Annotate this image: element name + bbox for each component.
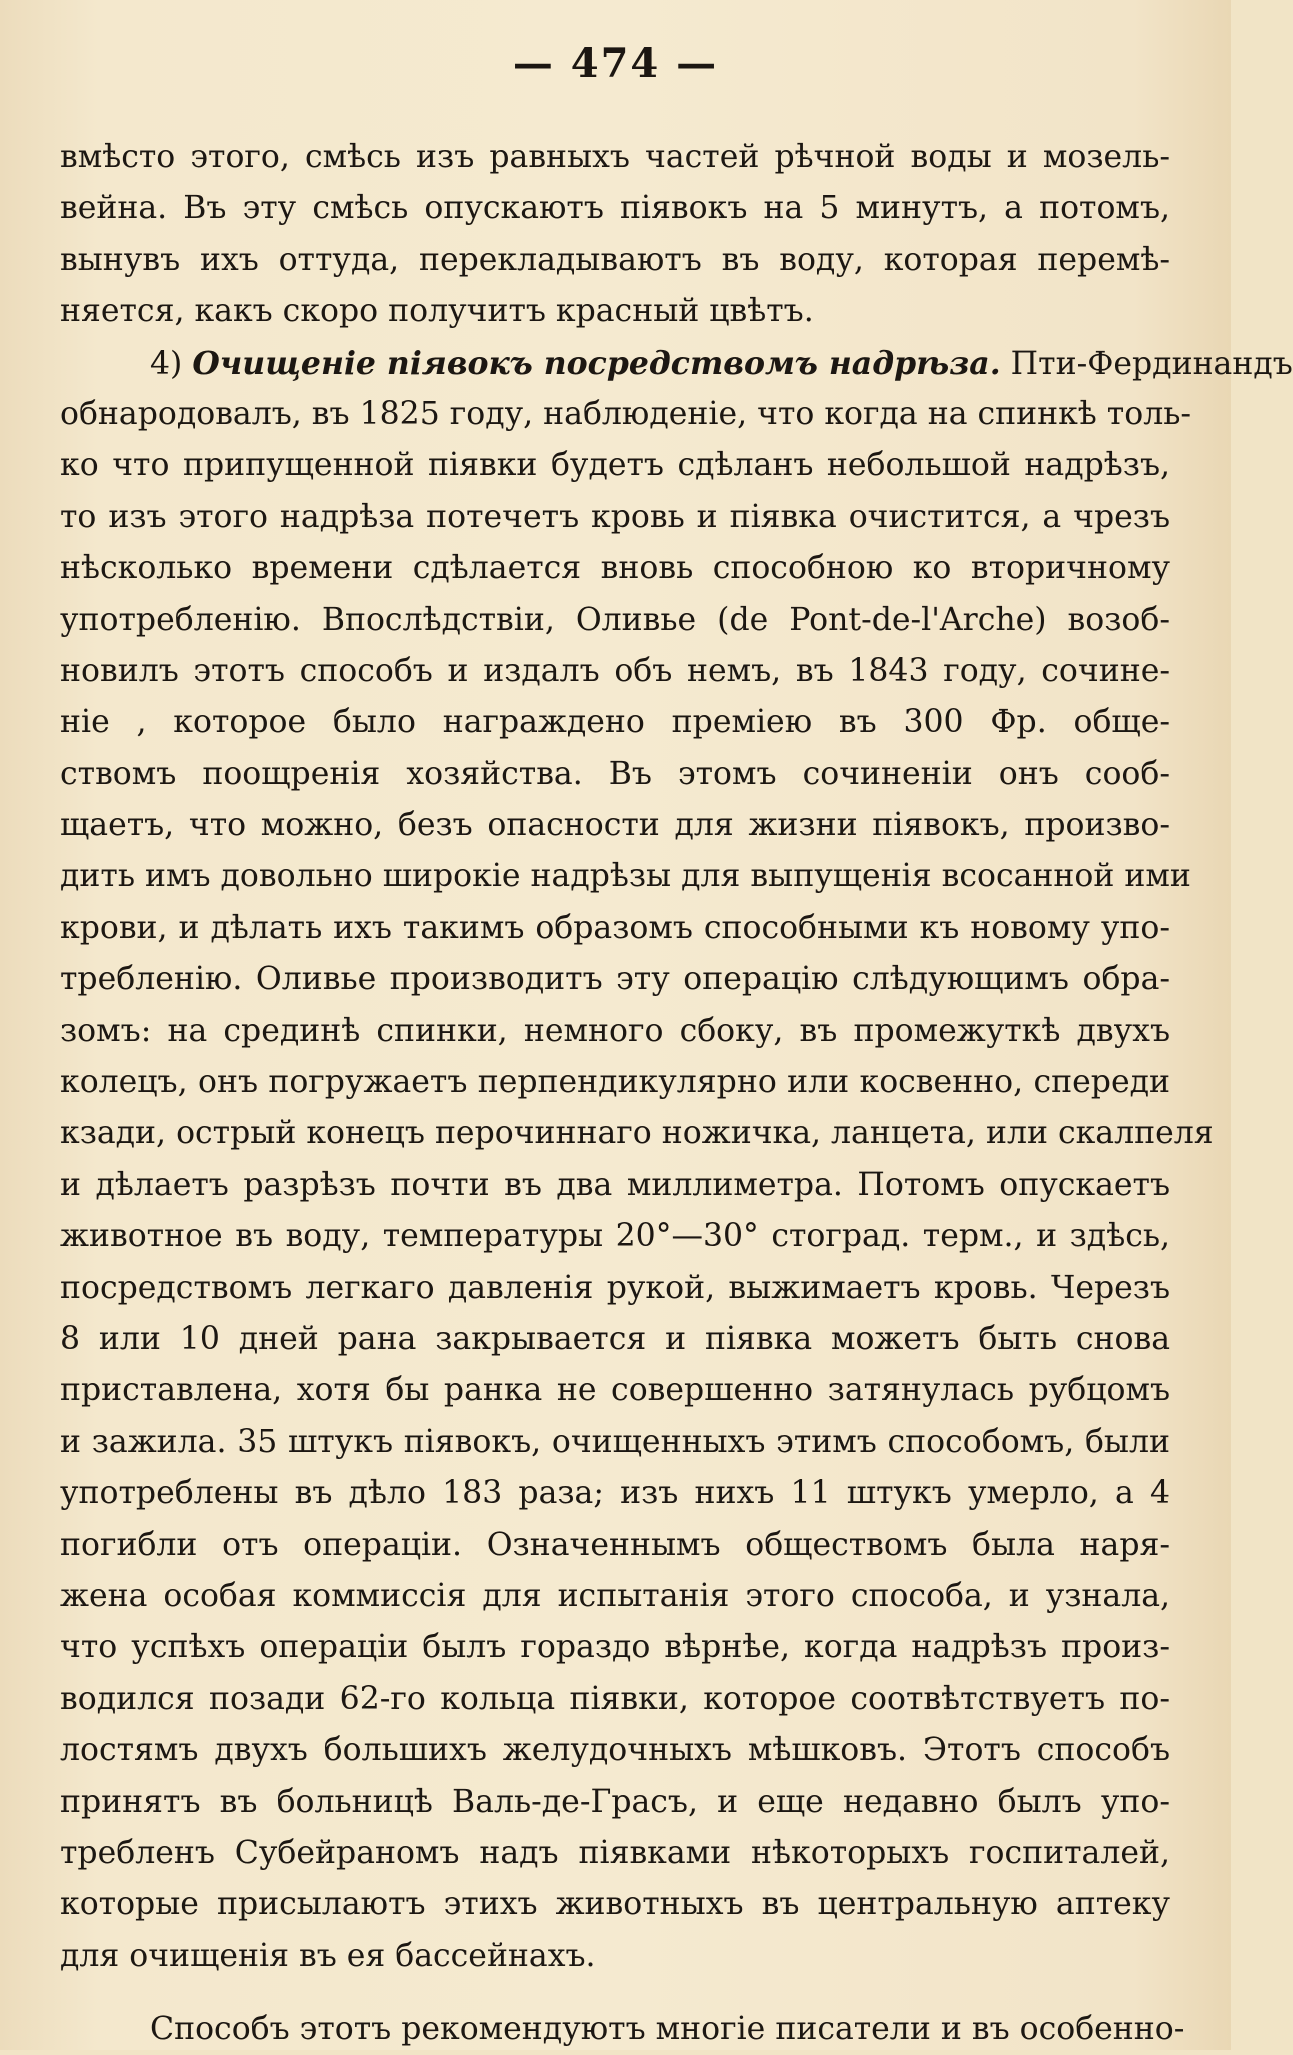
text-line: зомъ: на срединѣ спинки, немного сбоку, въ промежуткѣ двухъ (60, 1012, 1170, 1049)
text-line: кзади, острый конецъ перочиннаго ножичка, ланцета, или скалпеля (60, 1115, 1214, 1152)
text-line: вмѣсто этого, смѣсь изъ равныхъ частей рѣчной воды и мозель- (60, 139, 1170, 175)
text-line: нѣсколько времени сдѣлается вновь способною ко вторичному (60, 550, 1170, 587)
text-line: жена особая коммиссiя для испытанiя этого способа, и узнала, (60, 1577, 1170, 1614)
text-line: приставлена, хотя бы ранка не совершенно затянулась рубцомъ (60, 1372, 1170, 1409)
text-line: принятъ въ больницѣ Валь-де-Грасъ, и еще недавно былъ упо- (60, 1783, 1170, 1820)
text-line: 8 или 10 дней рана закрывается и пiявка можетъ быть снова (60, 1320, 1170, 1357)
text-line: водился позади 62-го кольца пiявки, которое соотвѣтствуетъ по- (60, 1680, 1170, 1717)
text-line: и зажила. 35 штукъ пiявокъ, очищенныхъ этимъ способомъ, были (60, 1423, 1170, 1460)
text-line: для очищенiя въ ея бассейнахъ. (60, 1937, 596, 1974)
text-line: употреблены въ дѣло 183 раза; изъ нихъ 11 штукъ умерло, а 4 (60, 1475, 1170, 1512)
text-line: дить имъ довольно широкiе надрѣзы для выпущенiя всосанной ими (60, 858, 1191, 895)
text-line: обнародовалъ, въ 1825 году, наблюденiе, что когда на спинкѣ толь- (60, 395, 1192, 432)
text-line (60, 338, 1293, 389)
text-line: щаетъ, что можно, безъ опасности для жизни пiявокъ, произво- (60, 807, 1170, 844)
text-line: требленiю. Оливье производитъ эту операцiю слѣдующимъ обра- (60, 961, 1170, 998)
text-line: колецъ, онъ погружаетъ перпендикулярно или косвенно, спереди (60, 1064, 1170, 1101)
text-line: которые присылаютъ этихъ животныхъ въ центральную аптеку (60, 1886, 1170, 1923)
text-line: требленъ Субейраномъ надъ пiявками нѣкоторыхъ госпиталей, (60, 1834, 1170, 1871)
text-line: вынувъ ихъ оттуда, перекладываютъ въ воду, которая перемѣ- (60, 241, 1170, 278)
paragraph (60, 2004, 1185, 2055)
text-line: ко что припущенной пiявки будетъ сдѣланъ небольшой надрѣзъ, (60, 447, 1170, 484)
text-line: крови, и дѣлать ихъ такимъ образомъ способными къ новому упо- (60, 909, 1170, 946)
text-line: новилъ этотъ способъ и издалъ объ немъ, въ 1843 году, сочине- (60, 652, 1170, 689)
text-line: няется, какъ скоро получитъ красный цвѣтъ. (60, 293, 814, 330)
text-line: Способъ этотъ рекомендуютъ многiе писатели и въ особенно- (150, 2011, 1185, 2048)
text-line: посредствомъ легкаго давленiя рукой, выжимаетъ кровь. Черезъ (60, 1269, 1170, 1306)
text-line: нiе , которое было награждено премiею въ 300 Фр. обще- (60, 704, 1170, 741)
text-line: и дѣлаетъ разрѣзъ почти въ два миллиметра. Потомъ опускаетъ (60, 1166, 1170, 1203)
section-heading: Очищенiе пiявокъ посредствомъ надрѣза. (192, 344, 1001, 382)
text-line: употребленiю. Впослѣдствiи, Оливье (de Pont-de-l'Arche) возоб- (60, 601, 1170, 638)
text-line: вейна. Въ эту смѣсь опускаютъ пiявокъ на 5 минутъ, а потомъ, (60, 190, 1170, 227)
text-line: то изъ этого надрѣза потечетъ кровь и пiявка очистится, а чрезъ (60, 498, 1170, 535)
paragraph (60, 132, 1170, 338)
text-line: животное въ воду, температуры 20°—30° стоград. терм., и здѣсь, (60, 1218, 1170, 1255)
text-line: что успѣхъ операцiи былъ гораздо вѣрнѣе, когда надрѣзъ произ- (60, 1629, 1170, 1666)
body-text (60, 132, 1293, 2055)
text-line: погибли отъ операцiи. Означеннымъ обществомъ была наря- (60, 1526, 1170, 1563)
paragraph (60, 338, 1293, 1983)
page-number: — 474 — (512, 40, 719, 87)
section-number: 4) (150, 345, 193, 382)
text-line: лостямъ двухъ большихъ желудочныхъ мѣшковъ. Этотъ способъ (60, 1732, 1170, 1769)
text-run: Пти-Фердинандъ (1000, 345, 1293, 382)
text-line: ствомъ поощренiя хозяйства. Въ этомъ сочиненiи онъ сооб- (60, 755, 1170, 792)
paragraph-spacer (60, 1982, 1170, 2004)
